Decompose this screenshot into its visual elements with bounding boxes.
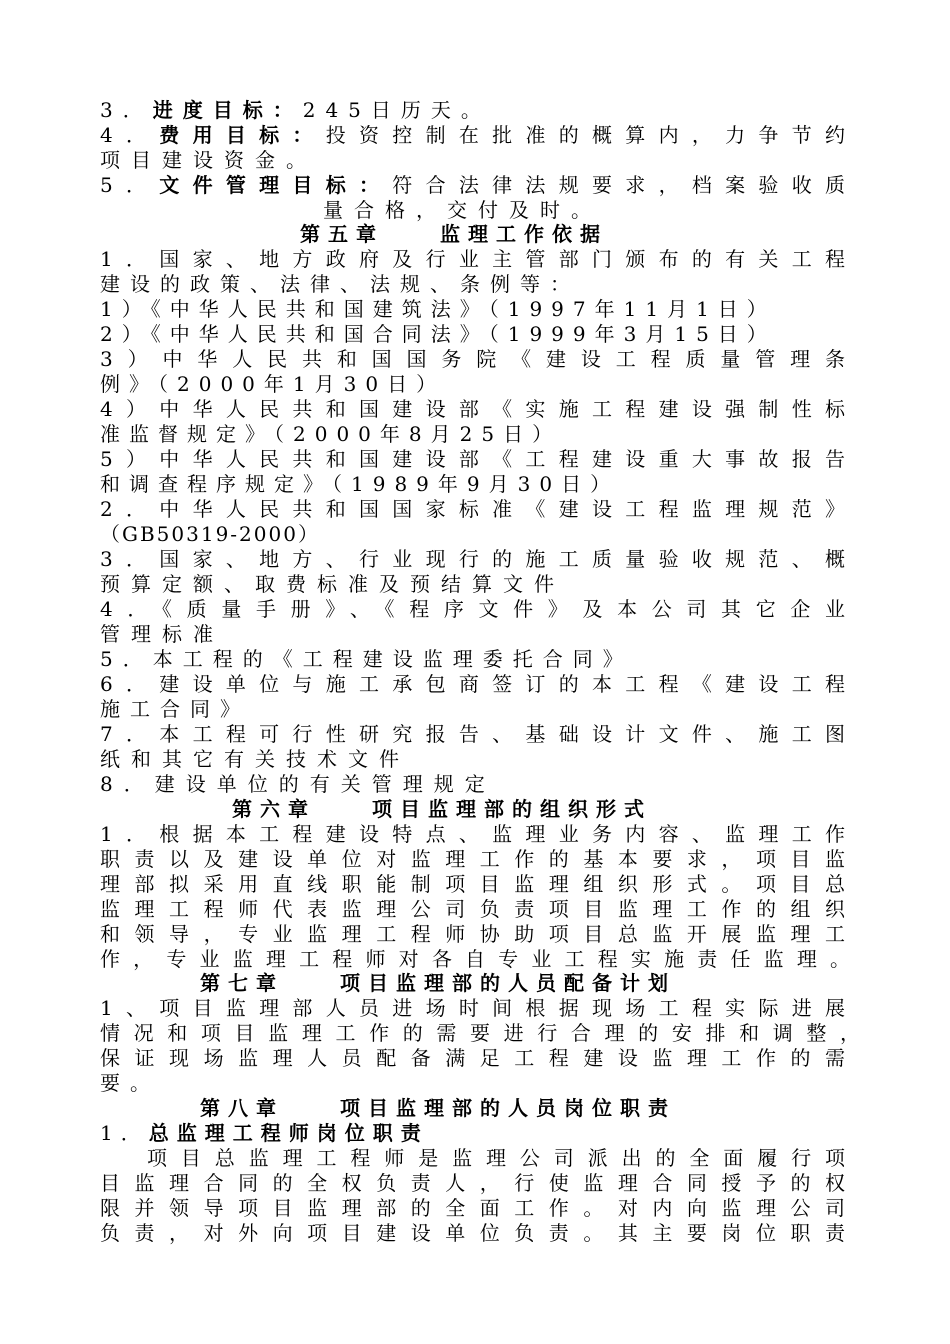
text-line: 例》（2000年1月30日） (100, 372, 446, 396)
text-line: 限并领导项目监理部的全面工作。对内向监理公司 (100, 1196, 845, 1220)
text-line: 2）《中华人民共和国合同法》（1999年3月15日） (100, 322, 776, 346)
text-line: 保证现场监理人员配备满足工程建设监理工作的需 (100, 1046, 845, 1070)
text-line: 1．国家、地方政府及行业主管部门颁布的有关工程 (100, 247, 845, 271)
text-line: 目监理合同的全权负责人，行使监理合同授予的权 (100, 1171, 845, 1195)
goal-label: 文件管理目标： (159, 173, 393, 197)
text-line: 量合格，交付及时。 (323, 198, 602, 222)
text-line: 2．中华人民共和国国家标准《建设工程监理规范》 (100, 497, 845, 521)
chapter-6-heading: 第六章 项目监理部的组织形式 (232, 797, 652, 821)
text-line: 施工合同》 (100, 697, 250, 721)
text-line: 5）中华人民共和国建设部《工程建设重大事故报告 (100, 447, 845, 471)
item-number: 3． (100, 98, 153, 122)
text-line: 6．建设单位与施工承包商签订的本工程《建设工程 (100, 672, 845, 696)
goal-5-line (100, 173, 845, 197)
goal-text: 符合法律法规要求，档案验收质 (392, 173, 845, 197)
text-line: 项目建设资金。 (100, 148, 317, 172)
text-line: 5．本工程的《工程建设监理委托合同》 (100, 647, 633, 671)
goal-text: 245日历天。 (302, 98, 491, 122)
chapter-5-heading: 第五章 监理工作依据 (300, 222, 608, 246)
text-line: 建设的政策、法律、法规、条例等： (100, 272, 580, 296)
duty-title: 总监理工程师岗位职责 (148, 1121, 429, 1145)
text-line: 管理标准 (100, 622, 224, 646)
text-line: 1）《中华人民共和国建筑法》（1997年11月1日） (100, 297, 776, 321)
item-number: 1． (100, 1121, 149, 1145)
item-number: 5． (100, 173, 160, 197)
text-line: 理部拟采用直线职能制项目监理组织形式。项目总 (100, 872, 845, 896)
goal-4-line (100, 123, 845, 147)
text-line: 4．《质量手册》、《程序文件》及本公司其它企业 (100, 597, 845, 621)
text-line: 职责以及建设单位对监理工作的基本要求，项目监 (100, 847, 845, 871)
text-line: 作，专业监理工程师对各自专业工程实施责任监理。 (100, 947, 850, 971)
text-line: 负责，对外向项目建设单位负责。其主要岗位职责 (100, 1221, 845, 1245)
goal-label: 费用目标： (159, 123, 326, 147)
text-line: 3）中华人民共和国国务院《建设工程质量管理条 (100, 347, 845, 371)
text-line: （GB50319-2000） (100, 522, 320, 546)
text-line: 7．本工程可行性研究报告、基础设计文件、施工图 (100, 722, 845, 746)
text-line: 纸和其它有关技术文件 (100, 747, 410, 771)
text-line: 项目总监理工程师是监理公司派出的全面履行项 (147, 1146, 845, 1170)
goal-text: 投资控制在批准的概算内，力争节约 (325, 123, 846, 147)
text-line: 8．建设单位的有关管理规定 (100, 772, 496, 796)
text-line: 3．国家、地方、行业现行的施工质量验收规范、概 (100, 547, 845, 571)
goal-label: 进度目标： (152, 98, 303, 122)
text-line: 预算定额、取费标准及预结算文件 (100, 572, 565, 596)
text-line: 和领导，专业监理工程师协助项目总监开展监理工 (100, 922, 845, 946)
text-line: 要。 (100, 1071, 160, 1095)
item-number: 4． (100, 123, 160, 147)
duty-1-title-line (100, 1121, 845, 1145)
text-line: 1．根据本工程建设特点、监理业务内容、监理工作 (100, 822, 845, 846)
text-line: 和调查程序规定》（1989年9月30日） (100, 472, 620, 496)
text-line: 4）中华人民共和国建设部《实施工程建设强制性标 (100, 397, 845, 421)
goal-3-line (100, 98, 845, 122)
chapter-8-heading: 第八章 项目监理部的人员岗位职责 (200, 1096, 676, 1120)
text-line: 情况和项目监理工作的需要进行合理的安排和调整， (100, 1021, 860, 1045)
chapter-7-heading: 第七章 项目监理部的人员配备计划 (200, 971, 676, 995)
text-line: 准监督规定》（2000年8月25日） (100, 422, 562, 446)
text-line: 1、项目监理部人员进场时间根据现场工程实际进展 (100, 996, 845, 1020)
text-line: 监理工程师代表监理公司负责项目监理工作的组织 (100, 897, 845, 921)
